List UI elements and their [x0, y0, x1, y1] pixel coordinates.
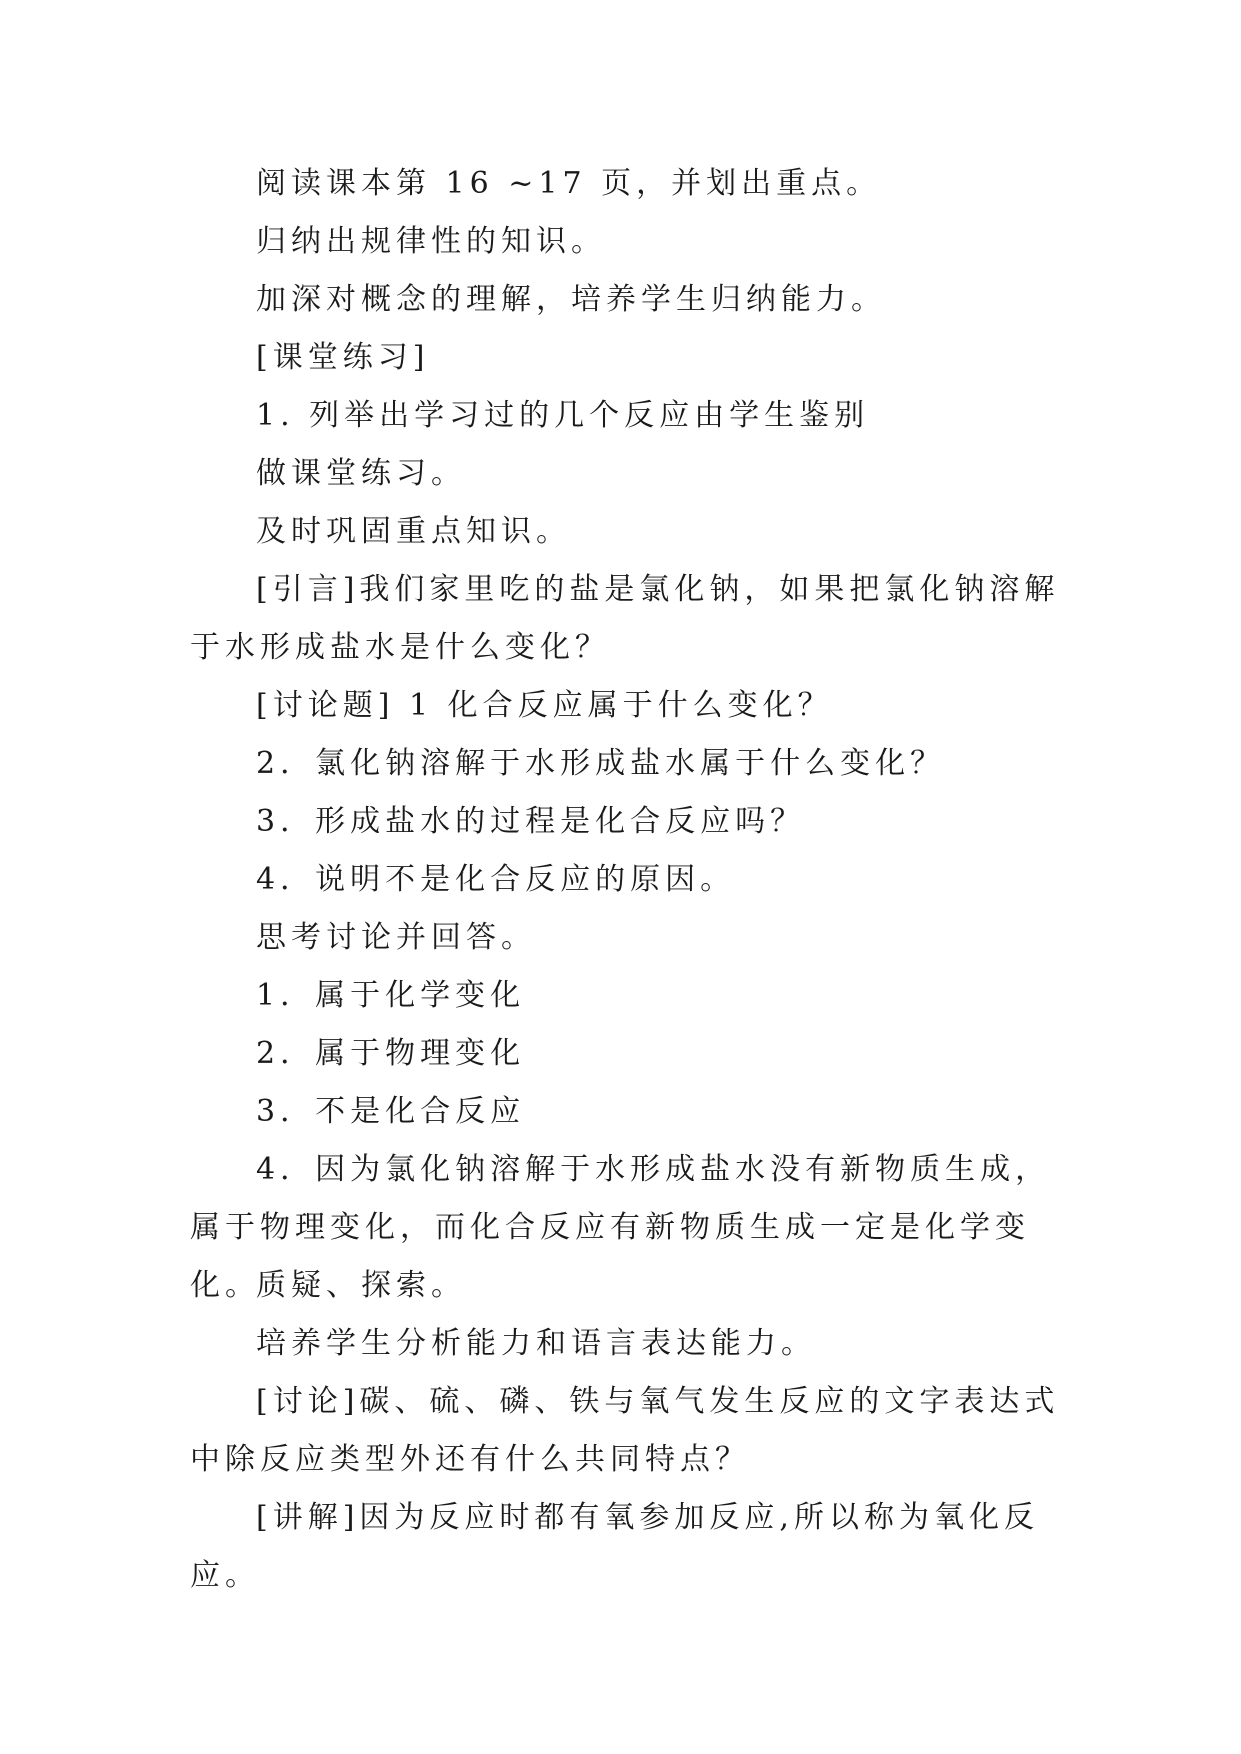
- paragraph-analysis-ability: 培养学生分析能力和语言表达能力。: [256, 1326, 816, 1361]
- paragraph-class-exercise-heading: [课堂练习]: [256, 340, 430, 375]
- paragraph-summarize: 归纳出规律性的知识。: [256, 224, 606, 259]
- paragraph-answer-4: 4．因为氯化钠溶解于水形成盐水没有新物质生成，属于物理变化，而化合反应有新物质生成一定是化学变化。: [190, 1152, 1051, 1303]
- paragraph-exercise-1: 1. 列举出学习过的几个反应由学生鉴别: [256, 398, 870, 433]
- paragraph-think-answer: 思考讨论并回答。: [256, 920, 536, 955]
- paragraph-answer-3: 3．不是化合反应: [256, 1094, 526, 1129]
- paragraph-consolidate: 及时巩固重点知识。: [256, 514, 571, 549]
- paragraph-explanation: [讲解]因为反应时都有氧参加反应,所以称为氧化反应。: [190, 1500, 1039, 1593]
- paragraph-deepen-concept: 加深对概念的理解，培养学生归纳能力。: [256, 282, 886, 317]
- paragraph-discussion-q1: [讨论题] 1 化合反应属于什么变化？: [256, 688, 833, 723]
- paragraph-do-exercise: 做课堂练习。: [256, 456, 466, 491]
- paragraph-answer-1: 1．属于化学变化: [256, 978, 526, 1013]
- paragraph-discussion-q2: 2．氯化钠溶解于水形成盐水属于什么变化？: [256, 746, 946, 781]
- paragraph-question-explore: 质疑、探索。: [256, 1268, 466, 1303]
- paragraph-introduction: [引言]我们家里吃的盐是氯化钠，如果把氯化钠溶解于水形成盐水是什么变化？: [190, 572, 1060, 665]
- paragraph-discussion-q3: 3．形成盐水的过程是化合反应吗？: [256, 804, 806, 839]
- paragraph-discussion-q4: 4．说明不是化合反应的原因。: [256, 862, 736, 897]
- paragraph-answer-2: 2．属于物理变化: [256, 1036, 526, 1071]
- paragraph-reading-task: 阅读课本第 16 ~17 页，并划出重点。: [256, 166, 882, 201]
- paragraph-discussion-common: [讨论]碳、硫、磷、铁与氧气发生反应的文字表达式中除反应类型外还有什么共同特点？: [190, 1384, 1060, 1477]
